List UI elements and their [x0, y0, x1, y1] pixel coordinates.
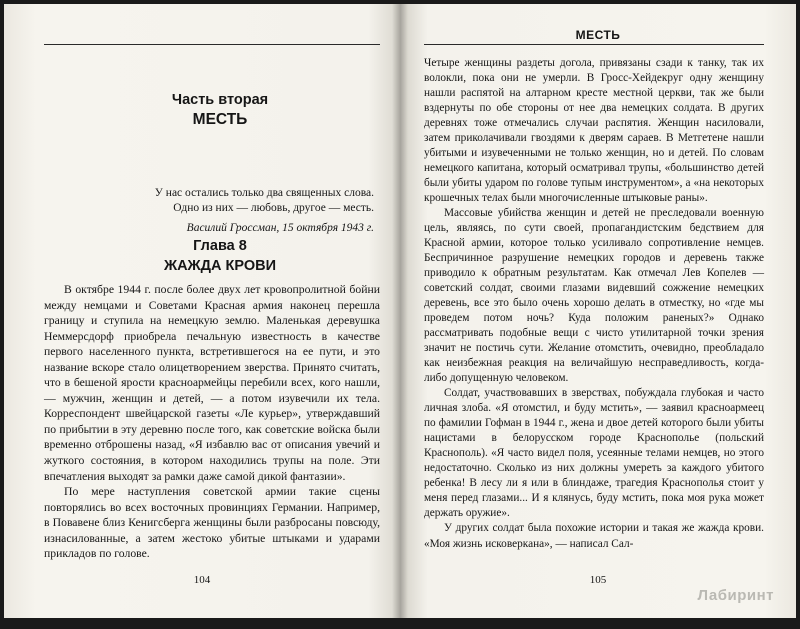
header-rule — [44, 44, 380, 45]
header-rule — [424, 44, 764, 45]
paragraph: Солдат, участвовавших в зверствах, побуждала глубокая и часто личная злоба. «Я отомстил, и буду мстить», — заявил красноармеец по фамилии Гофман в 1944 г., жена и двое детей которого были убиты нацистами в белорусском городе Краснополье (польский Краснополь). «Я часто видел поля, усеянные телами немцев, но этого недостаточно. Сколько из них должны умереть за каждого убитого ребенка! В лесу ли я или в блиндаже, трагедия Краснополья стоит у меня перед глазами... И я клянусь, буду мстить, пока моя рука может держать оружие». — [424, 387, 764, 520]
right-page — [400, 4, 796, 618]
epigraph-author: Василий Гроссман, 15 октября 1943 г. — [186, 222, 374, 234]
paragraph: У других солдат была похожие истории и такая же жажда крови. «Моя жизнь исковеркана», — написал Сал- — [424, 522, 764, 550]
chapter-title: ЖАЖДА КРОВИ — [163, 258, 276, 274]
page-number: 104 — [193, 574, 211, 586]
epigraph — [124, 186, 374, 236]
body-text — [44, 282, 380, 562]
paragraph: Четыре женщины раздеты догола, привязаны сзади к танку, так их волокли, пока они не умерли. В Гросс-Хейдекруг одну женщину нашли распятой на алтарном кресте местной церкви, так же были вздернуты по обе стороны от нее два немецких солдата. В других деревнях тоже отмечались случаи распятия. Женщин насиловали, затем приколачивали гвоздями к дверям сараев. В Метгетене нашли убитыми и изувеченными не только женщин, но и детей. По словам немецкого капитана, который осматривал трупы, «большинство детей были убиты ударом по голове тупым инструментом», а «на некоторых крошечных телах были многочисленные штыковые раны». — [424, 57, 764, 205]
paragraph: В октябре 1944 г. после более двух лет кровопролитной бойни между немцами и Советами Красная армия наконец перешла границу и ступила на немецкую землю. Маленькая деревушка Неммерсдорф приобрела печальную известность в качестве первого населенного пункта, встретившегося на ее пути, и это название вскоре стало олицетворением зверства. Принято считать, что в бешеной ярости красноармейцы перебили всех, кого нашли, — мужчин, женщин и детей, — а потом изувечили их тела. Корреспондент швейцарской газеты «Ле курьер», утверждавший по прибытии в эту деревню после того, как советские войска были временно отброшены назад, «Я избавлю вас от описания увечий и жуткого состояния, в котором находились трупы на поле. Эти впечатления выходят за рамки даже самой дикой фантазии». — [44, 283, 380, 483]
gutter-shadow — [392, 4, 408, 618]
paragraph: По мере наступления советской армии такие сцены повторялись во всех восточных провинциях Германии. Например, в Повавене близ Кенигсберга женщины были разбросаны повсюду, изнасилованные, а затем жестоко убитые штыками и ударами прикладов по голове. — [44, 485, 380, 561]
page-number: 105 — [589, 574, 607, 586]
book-spread — [4, 4, 796, 618]
left-page — [4, 4, 400, 618]
epigraph-line: Одно из них — любовь, другое — месть. — [173, 202, 374, 214]
epigraph-line: У нас остались только два священных слова. — [154, 187, 374, 199]
paragraph: Массовые убийства женщин и детей не преследовали военную цель, являясь, по сути своей, пропагандистским бедствием для Красной армии, которое только усиливало сопротивление немцев. Беспричинное разрушение немецких городов и деревень также приводило к обратным результатам. Как отмечал Лев Копелев — советский солдат, своими глазами видевший сожжение немецких деревень, все это было очень хорошо делать в отместку, но «где мы проведем потом ночь? Куда положим раненых?» Однако рассматривать подобные вещи с чисто утилитарной точки зрения значит не постичь сути. Желание отомстить, очевидно, преобладало как неизбежная реакция на величайшую несправедливость, когда-либо допущенную человеком. — [424, 207, 764, 385]
chapter-label: Глава 8 — [193, 238, 247, 254]
running-head: МЕСТЬ — [575, 28, 621, 42]
part-subtitle: МЕСТЬ — [192, 111, 248, 128]
part-title: Часть вторая — [171, 92, 269, 108]
body-text — [424, 56, 764, 552]
labirint-watermark: Лабиринт — [697, 587, 774, 604]
